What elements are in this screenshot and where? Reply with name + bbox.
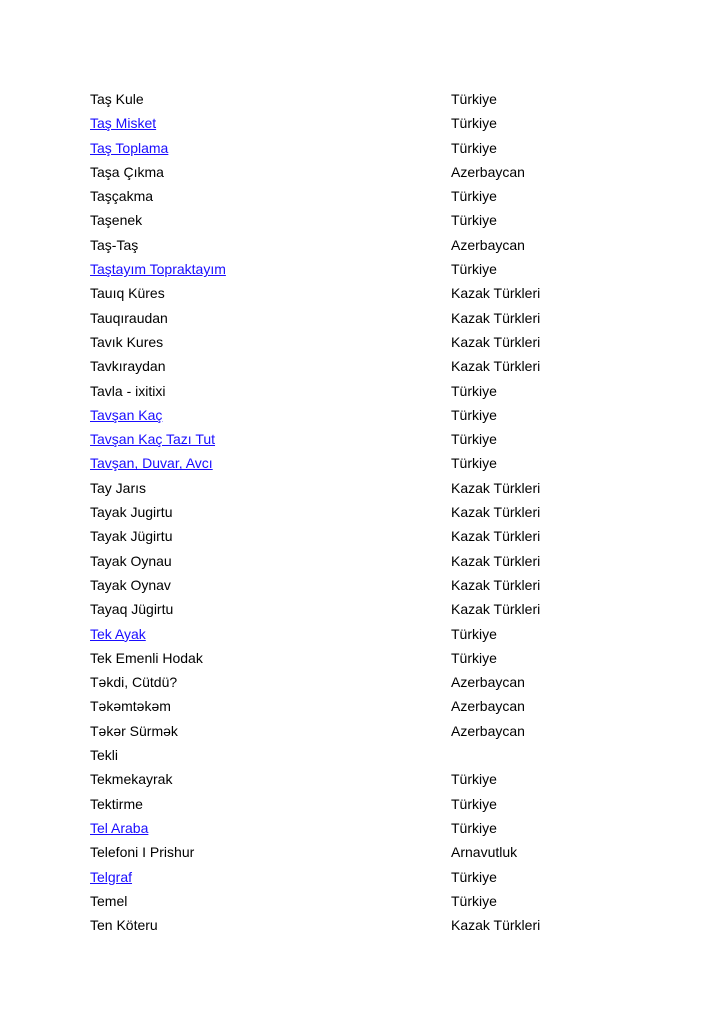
entry-name: Tauıq Küres: [90, 285, 165, 302]
entry-country: Türkiye: [451, 406, 497, 423]
list-item: [90, 380, 650, 404]
entry-name: Təkdi, Cütdü?: [90, 674, 178, 691]
entry-name: Tektirme: [90, 795, 143, 812]
entry-country: Türkiye: [451, 212, 497, 229]
entry-name: Taşa Çıkma: [90, 163, 164, 180]
list-item: [90, 866, 650, 890]
entry-name: Tavla - ixitixi: [90, 382, 166, 399]
list-item: [90, 404, 650, 428]
entry-country: Azerbaycan: [451, 722, 525, 739]
entry-name: Ten Köteru: [90, 917, 158, 934]
entry-country: Kazak Türkleri: [451, 552, 541, 569]
entry-name: Tavık Kures: [90, 333, 164, 350]
entry-name: Tayaq Jügirtu: [90, 601, 174, 618]
entry-name: Taşçakma: [90, 188, 154, 205]
entry-name-link[interactable]: Telgraf: [90, 868, 133, 885]
list-item: [90, 623, 650, 647]
list-item: [90, 695, 650, 719]
list-item: [90, 647, 650, 671]
list-item: [90, 550, 650, 574]
entry-name: Taş-Taş: [90, 236, 139, 253]
entry-name-link[interactable]: Taş Misket: [90, 115, 157, 132]
list-item: [90, 477, 650, 501]
entry-name: Tay Jarıs: [90, 479, 147, 496]
list-item: [90, 501, 650, 525]
entry-country: Türkiye: [451, 795, 497, 812]
list-item: [90, 112, 650, 136]
entry-name-link[interactable]: Tavşan Kaç Tazı Tut: [90, 431, 216, 448]
list-item: [90, 428, 650, 452]
list-item: [90, 890, 650, 914]
list-item: [90, 137, 650, 161]
entry-name: Telefoni I Prishur: [90, 844, 195, 861]
entry-name: Tayak Jügirtu: [90, 528, 173, 545]
entry-name: Tayak Oynau: [90, 552, 172, 569]
entry-country: Türkiye: [451, 139, 497, 156]
entry-name-link[interactable]: Tavşan, Duvar, Avcı: [90, 455, 213, 472]
entry-country: Kazak Türkleri: [451, 285, 541, 302]
list-item: [90, 744, 650, 768]
entry-country: Türkiye: [451, 625, 497, 642]
list-item: [90, 914, 650, 938]
list-item: [90, 841, 650, 865]
list-item: [90, 88, 650, 112]
game-list: [90, 88, 650, 938]
entry-name: Tayak Oynav: [90, 576, 171, 593]
entry-name-link[interactable]: Taş Toplama: [90, 139, 169, 156]
entry-country: Azerbaycan: [451, 698, 525, 715]
entry-country: Azerbaycan: [451, 163, 525, 180]
entry-country: Kazak Türkleri: [451, 479, 541, 496]
list-item: [90, 355, 650, 379]
entry-name: Tauqıraudan: [90, 309, 168, 326]
entry-name-link[interactable]: Tel Araba: [90, 819, 149, 836]
list-item: [90, 452, 650, 476]
entry-country: Türkiye: [451, 382, 497, 399]
entry-country: Kazak Türkleri: [451, 333, 541, 350]
entry-country: Türkiye: [451, 868, 497, 885]
entry-country: Kazak Türkleri: [451, 528, 541, 545]
list-item: [90, 331, 650, 355]
list-item: [90, 307, 650, 331]
entry-name: Taşenek: [90, 212, 143, 229]
entry-country: Azerbaycan: [451, 236, 525, 253]
list-item: [90, 258, 650, 282]
entry-name: Taş Kule: [90, 91, 144, 107]
entry-country: Kazak Türkleri: [451, 576, 541, 593]
entry-name-link[interactable]: Taştayım Topraktayım: [90, 261, 226, 278]
entry-country: Türkiye: [451, 261, 497, 278]
entry-country: Türkiye: [451, 892, 497, 909]
entry-country: Türkiye: [451, 431, 497, 448]
entry-name: Tayak Jugirtu: [90, 504, 173, 521]
entry-country: Türkiye: [451, 455, 497, 472]
entry-name: Tekli: [90, 747, 119, 764]
entry-country: Türkiye: [451, 649, 497, 666]
entry-country: Kazak Türkleri: [451, 601, 541, 618]
entry-country: Türkiye: [451, 115, 497, 132]
entry-country: Kazak Türkleri: [451, 504, 541, 521]
list-item: [90, 768, 650, 792]
entry-country: Kazak Türkleri: [451, 358, 541, 375]
list-item: [90, 282, 650, 306]
list-item: [90, 209, 650, 233]
list-item: [90, 574, 650, 598]
list-item: [90, 161, 650, 185]
entry-country: Türkiye: [451, 91, 497, 107]
entry-country: Türkiye: [451, 819, 497, 836]
entry-name: Tekmekayrak: [90, 771, 173, 788]
list-item: [90, 598, 650, 622]
list-item: [90, 720, 650, 744]
entry-name: Təkəmtəkəm: [90, 698, 171, 715]
list-item: [90, 525, 650, 549]
entry-name: Təkər Sürmək: [90, 722, 178, 739]
list-item: [90, 671, 650, 695]
entry-country: Türkiye: [451, 771, 497, 788]
list-item: [90, 185, 650, 209]
entry-country: Kazak Türkleri: [451, 309, 541, 326]
entry-name-link[interactable]: Tavşan Kaç: [90, 406, 163, 423]
entry-name: Temel: [90, 892, 128, 909]
entry-name: Tek Emenli Hodak: [90, 649, 203, 666]
list-item: [90, 234, 650, 258]
list-item: [90, 817, 650, 841]
entry-country: Arnavutluk: [451, 844, 518, 861]
entry-name: Tavkıraydan: [90, 358, 166, 375]
entry-country: Türkiye: [451, 188, 497, 205]
entry-name-link[interactable]: Tek Ayak: [90, 625, 146, 642]
list-item: [90, 793, 650, 817]
entry-country: Azerbaycan: [451, 674, 525, 691]
entry-country: Kazak Türkleri: [451, 917, 541, 934]
